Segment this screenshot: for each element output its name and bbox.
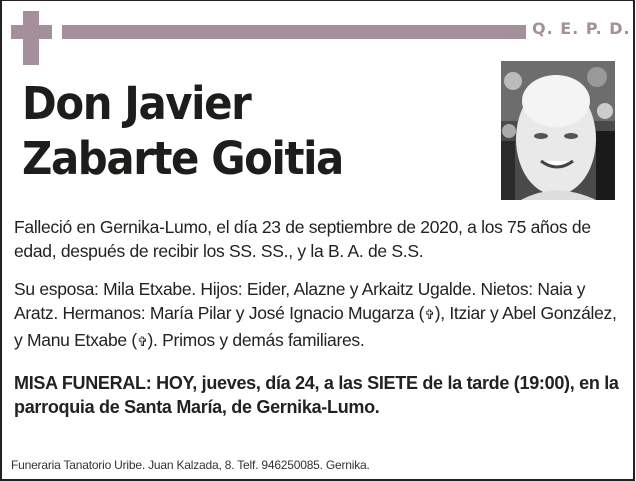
name-line-1: Don Javier bbox=[22, 77, 251, 130]
funeral-home-info: Funeraria Tanatorio Uribe. Juan Kalzada, 8. Telf. 946250085. Gernika. bbox=[11, 458, 370, 472]
cross-icon: ✞ bbox=[424, 308, 435, 323]
funeral-mass-info: MISA FUNERAL: HOY, jueves, día 24, a las SIETE de la tarde (19:00), en la parroquia de Santa María, de Gernika-Lumo. bbox=[14, 373, 619, 417]
family-list bbox=[14, 277, 624, 355]
cross-icon: ✞ bbox=[136, 335, 148, 350]
family-text-2: ), Itziar y Abel González, y Manu Etxabe ( bbox=[14, 303, 617, 350]
header-rule bbox=[62, 25, 526, 39]
qepd-badge: Q. E. P. D. bbox=[532, 19, 631, 38]
portrait-image bbox=[501, 61, 615, 200]
cross-icon bbox=[11, 11, 52, 65]
death-notice: Falleció en Gernika-Lumo, el día 23 de septiembre de 2020, a los 75 años de edad, después de recibir los SS. SS., y la B. A. de S.S. bbox=[14, 217, 591, 261]
name-line-2: Zabarte Goitia bbox=[22, 132, 343, 185]
portrait-photo bbox=[501, 61, 615, 200]
family-text-1: Su esposa: Mila Etxabe. Hijos: Eider, Alazne y Arkaitz Ugalde. Nietos: Naia y Aratz. Hermanos: María Pilar y José Ignacio Mugarza ( bbox=[14, 279, 586, 323]
family-text-3: ). Primos y demás familiares. bbox=[147, 330, 365, 350]
deceased-name bbox=[22, 76, 343, 186]
